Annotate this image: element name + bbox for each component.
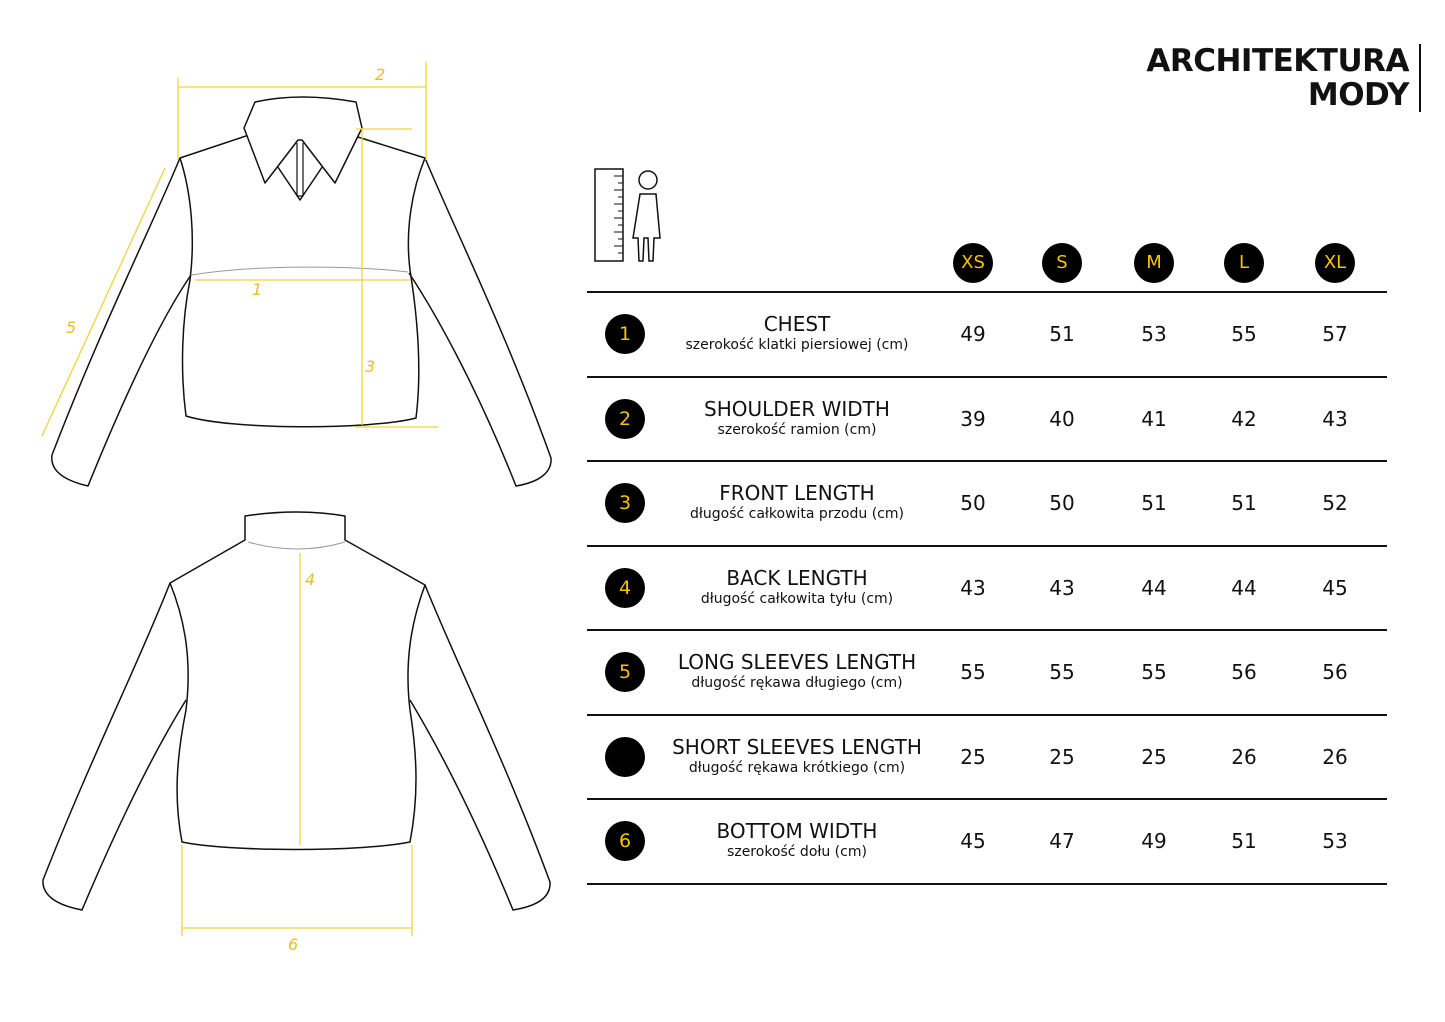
value-s: 40 [1049, 407, 1075, 431]
value-m: 25 [1141, 745, 1167, 769]
size-header-m: M [1134, 243, 1174, 283]
size-header-l: L [1224, 243, 1264, 283]
value-l: 51 [1231, 491, 1257, 515]
row-label [657, 566, 937, 608]
row-number-badge: 4 [605, 568, 645, 608]
value-s: 55 [1049, 660, 1075, 684]
value-xs: 55 [960, 660, 986, 684]
row-label-pl: długość rękawa długiego (cm) [691, 675, 903, 691]
row-label [657, 397, 937, 439]
row-label-pl: długość całkowita tyłu (cm) [700, 591, 894, 607]
front-right-sleeve [409, 158, 551, 486]
back-right-sleeve [410, 585, 550, 910]
size-header-s: S [1042, 243, 1082, 283]
row-label [657, 650, 937, 692]
ruler-person-icon [592, 166, 672, 266]
row-label [657, 312, 937, 354]
value-m: 51 [1141, 491, 1167, 515]
row-label-en: BOTTOM WIDTH [716, 819, 878, 843]
table-row-shoulder-width [587, 377, 1387, 461]
row-label-en: SHORT SLEEVES LENGTH [672, 735, 922, 759]
garment-drawings [0, 0, 580, 1022]
row-number-badge: 5 [605, 652, 645, 692]
value-s: 50 [1049, 491, 1075, 515]
row-label-pl: długość całkowita przodu (cm) [690, 506, 904, 522]
back-length-guide-label: 4 [305, 570, 316, 589]
value-xs: 50 [960, 491, 986, 515]
front-length-guide-label: 3 [365, 357, 376, 376]
table-row-long-sleeves-length [587, 630, 1387, 714]
value-xs: 45 [960, 829, 986, 853]
bottom-guide-label: 6 [288, 935, 299, 954]
brand-line-2: MODY [1307, 77, 1409, 113]
value-l: 42 [1231, 407, 1257, 431]
value-xl: 56 [1322, 660, 1348, 684]
value-l: 51 [1231, 829, 1257, 853]
value-m: 55 [1141, 660, 1167, 684]
row-label-en: LONG SLEEVES LENGTH [677, 650, 917, 674]
value-s: 43 [1049, 576, 1075, 600]
value-xs: 43 [960, 576, 986, 600]
value-l: 26 [1231, 745, 1257, 769]
brand-line-1: ARCHITEKTURA [1146, 43, 1409, 79]
table-row-bottom-width [587, 799, 1387, 883]
value-m: 49 [1141, 829, 1167, 853]
value-xl: 43 [1322, 407, 1348, 431]
row-label-pl: szerokość ramion (cm) [717, 422, 877, 438]
value-xl: 52 [1322, 491, 1348, 515]
row-label-pl: szerokość dołu (cm) [727, 844, 867, 860]
row-number-badge: 6 [605, 821, 645, 861]
value-s: 25 [1049, 745, 1075, 769]
shoulder-guide-label: 2 [375, 65, 386, 84]
value-m: 41 [1141, 407, 1167, 431]
value-l: 44 [1231, 576, 1257, 600]
row-label-pl: długość rękawa krótkiego (cm) [688, 760, 906, 776]
table-row-front-length [587, 461, 1387, 545]
value-l: 55 [1231, 322, 1257, 346]
row-number-badge: 2 [605, 399, 645, 439]
value-l: 56 [1231, 660, 1257, 684]
table-rule [587, 883, 1387, 885]
row-number-badge [605, 737, 645, 777]
row-number-badge: 1 [605, 314, 645, 354]
row-label-en: CHEST [763, 312, 831, 336]
row-label [657, 481, 937, 523]
value-xl: 26 [1322, 745, 1348, 769]
row-label-en: BACK LENGTH [726, 566, 868, 590]
back-view [43, 512, 550, 910]
row-label [657, 735, 937, 777]
sleeve-guide-label: 5 [66, 318, 77, 337]
value-m: 44 [1141, 576, 1167, 600]
value-m: 53 [1141, 322, 1167, 346]
value-xs: 25 [960, 745, 986, 769]
table-row-chest [587, 292, 1387, 376]
value-xl: 45 [1322, 576, 1348, 600]
size-header-xl: XL [1315, 243, 1355, 283]
value-xs: 39 [960, 407, 986, 431]
value-xl: 57 [1322, 322, 1348, 346]
chest-guide-label: 1 [252, 280, 263, 299]
row-label-pl: szerokość klatki piersiowej (cm) [685, 337, 909, 353]
row-label-en: FRONT LENGTH [719, 481, 875, 505]
back-left-sleeve [43, 583, 186, 910]
row-number-badge: 3 [605, 483, 645, 523]
row-label [657, 819, 937, 861]
front-guides [42, 62, 438, 436]
back-guides [182, 553, 412, 936]
size-header-xs: XS [953, 243, 993, 283]
brand-logo [1146, 44, 1421, 112]
front-view [52, 97, 551, 486]
value-xl: 53 [1322, 829, 1348, 853]
back-guide-labels [288, 570, 315, 954]
value-s: 47 [1049, 829, 1075, 853]
table-row-short-sleeves-length [587, 715, 1387, 799]
value-xs: 49 [960, 322, 986, 346]
table-row-back-length [587, 546, 1387, 630]
value-s: 51 [1049, 322, 1075, 346]
back-body-outline [170, 512, 425, 850]
row-label-en: SHOULDER WIDTH [704, 397, 890, 421]
